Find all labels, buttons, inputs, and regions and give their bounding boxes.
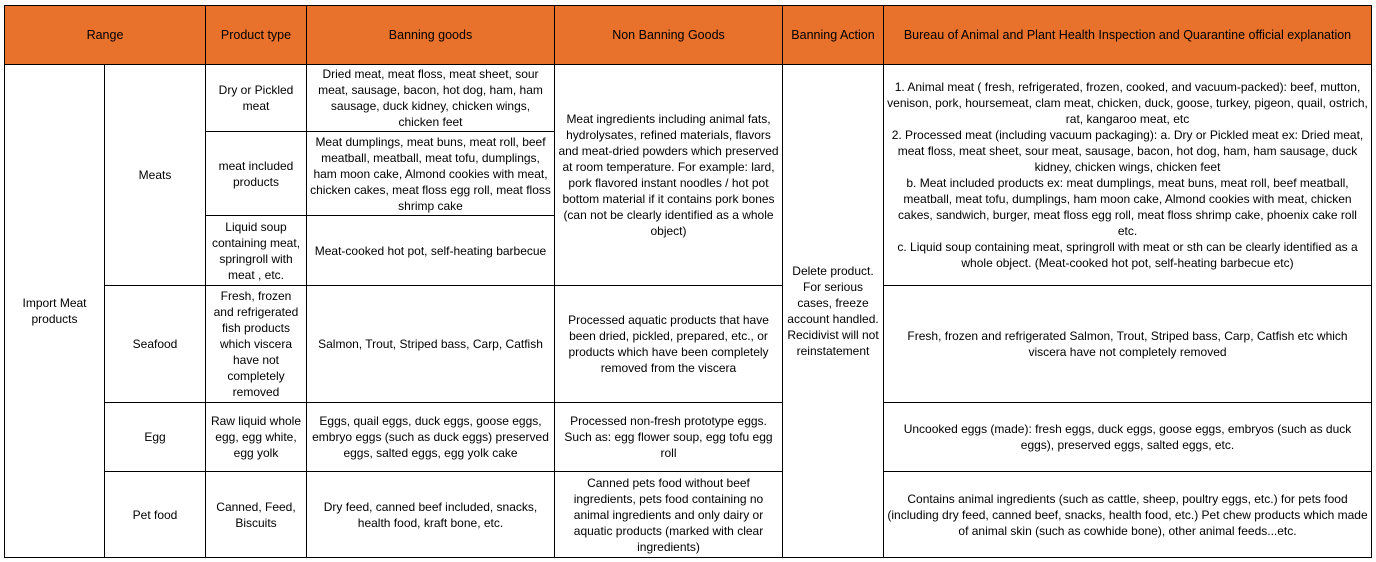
product-type-cell: Liquid soup containing meat, springroll with meat , etc. [206, 216, 307, 286]
non-banning-goods-cell: Canned pets food without beef ingredients, pets food containing no animal ingredients and only dairy or aquatic products (marked with clear ingredients) [555, 472, 783, 558]
category-egg: Egg [105, 403, 206, 472]
banned-goods-table [4, 5, 1372, 558]
banning-goods-cell: Dried meat, meat floss, meat sheet, sour meat, sausage, bacon, hot dog, ham, ham sausage, duck kidney, chicken wings, chicken feet [307, 65, 555, 132]
banning-action-cell: Delete product. For serious cases, freeze account handled. Recidivist will not reinstatement [783, 65, 884, 558]
category-meats: Meats [105, 65, 206, 286]
banning-goods-cell: Salmon, Trout, Striped bass, Carp, Catfish [307, 286, 555, 403]
explanation-line: 2. Processed meat (including vacuum packaging): a. Dry or Pickled meat ex: Dried meat, meat floss, meat sheet, sour meat, sausage, bacon, hot dog, ham, ham sausage, duck kidney, chicken wings, chicken feet [891, 128, 1364, 174]
explanation-cell: Uncooked eggs (made): fresh eggs, duck eggs, goose eggs, embryos (such as duck eggs), preserved eggs, salted eggs, etc. [884, 403, 1372, 472]
explanation-line: 1. Animal meat ( fresh, refrigerated, frozen, cooked, and vacuum-packed): beef, mutton, venison, pork, hoursemeat, clam meat, chicken, duck, goose, turkey, pigeon, quail, ostrich, rat, kangaroo meat, etc [887, 80, 1368, 126]
product-type-cell: meat included products [206, 132, 307, 216]
explanation-cell: Fresh, frozen and refrigerated Salmon, Trout, Striped bass, Carp, Catfish etc which viscera have not completely removed [884, 286, 1372, 403]
header-banning-action: Banning Action [783, 6, 884, 65]
non-banning-goods-cell: Processed aquatic products that have been dried, pickled, prepared, etc., or products which have been completely removed from the viscera [555, 286, 783, 403]
table-row [5, 286, 1372, 403]
banning-goods-cell: Meat dumplings, meat buns, meat roll, beef meatball, meatball, meat tofu, dumplings, ham moon cake, Almond cookies with meat, chicken cakes, meat floss egg roll, meat floss shrimp cake [307, 132, 555, 216]
category-seafood: Seafood [105, 286, 206, 403]
range-cell: Import Meat products [5, 65, 105, 558]
non-banning-goods-cell: Processed non-fresh prototype eggs. Such as: egg flower soup, egg tofu egg roll [555, 403, 783, 472]
category-pet-food: Pet food [105, 472, 206, 558]
header-banning-goods: Banning goods [307, 6, 555, 65]
header-row [5, 6, 1372, 65]
explanation-cell: Contains animal ingredients (such as cattle, sheep, poultry eggs, etc.) for pets food (including dry feed, canned beef, snacks, health food, etc.) Pet chew products which made of animal skin (such as cowhide bone), other animal feeds...etc. [884, 472, 1372, 558]
explanation-line: b. Meat included products ex: meat dumplings, meat buns, meat roll, beef meatball, meatball, meat tofu, dumplings, ham moon cake, Almond cookies with meat, chicken cakes, sandwich, burger, meat floss egg roll, meat floss shrimp cake, phoenix cake roll etc. [898, 176, 1357, 238]
explanation-cell [884, 65, 1372, 286]
product-type-cell: Canned, Feed, Biscuits [206, 472, 307, 558]
header-non-banning-goods: Non Banning Goods [555, 6, 783, 65]
product-type-cell: Dry or Pickled meat [206, 65, 307, 132]
product-type-cell: Fresh, frozen and refrigerated fish products which viscera have not completely removed [206, 286, 307, 403]
banning-goods-cell: Dry feed, canned beef included, snacks, health food, kraft bone, etc. [307, 472, 555, 558]
header-explanation: Bureau of Animal and Plant Health Inspection and Quarantine official explanation [884, 6, 1372, 65]
non-banning-goods-cell: Meat ingredients including animal fats, hydrolysates, refined materials, flavors and meat-dried powders which preserved at room temperature. For example: lard, pork flavored instant noodles / hot pot bottom material if it contains pork bones (can not be clearly identified as a whole object) [555, 65, 783, 286]
header-range: Range [5, 6, 206, 65]
banning-goods-cell: Eggs, quail eggs, duck eggs, goose eggs, embryo eggs (such as duck eggs) preserved eggs, salted eggs, egg yolk cake [307, 403, 555, 472]
table-row [5, 65, 1372, 132]
product-type-cell: Raw liquid whole egg, egg white, egg yolk [206, 403, 307, 472]
banning-goods-cell: Meat-cooked hot pot, self-heating barbecue [307, 216, 555, 286]
explanation-line: c. Liquid soup containing meat, springroll with meat or sth can be clearly identified as a whole object. (Meat-cooked hot pot, self-heating barbecue etc) [897, 240, 1358, 270]
header-product-type: Product type [206, 6, 307, 65]
table-row [5, 472, 1372, 558]
table-row [5, 403, 1372, 472]
